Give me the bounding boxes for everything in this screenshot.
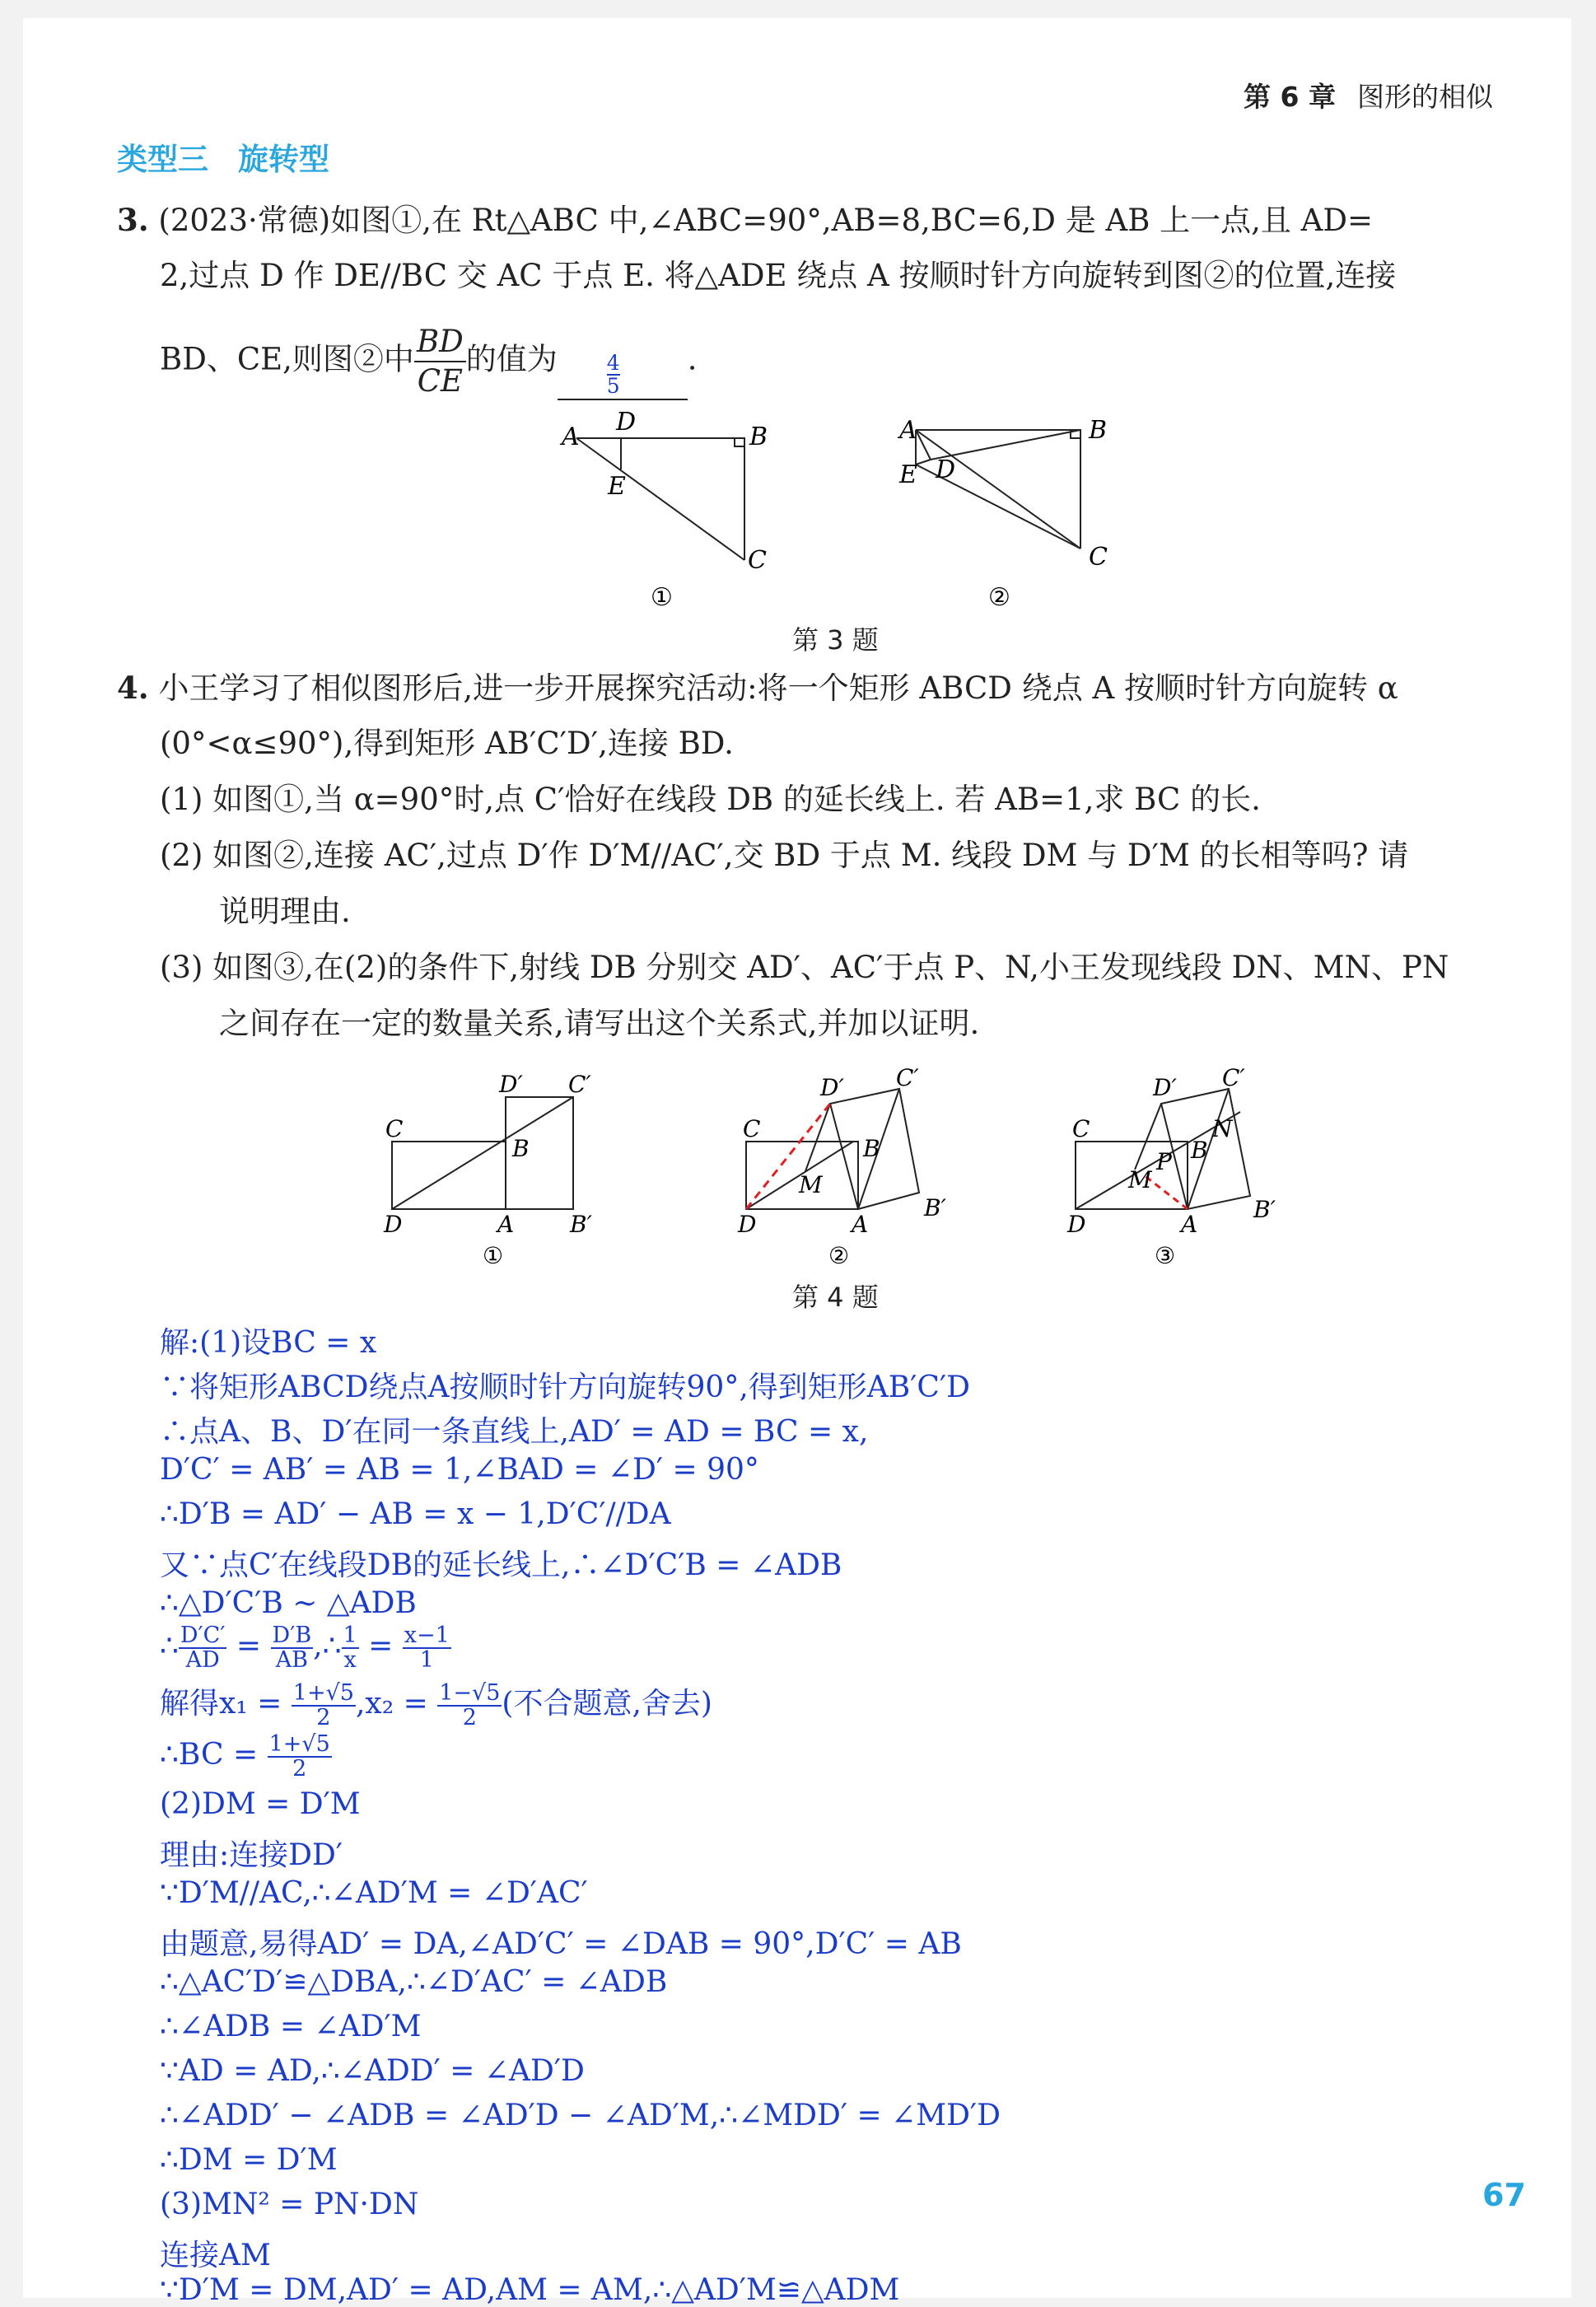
q3-f1-A: A — [562, 423, 580, 451]
sol-l9-f1n: 1+√5 — [292, 1680, 354, 1706]
q4-f3-B1: B′ — [1253, 1196, 1276, 1223]
q3-f1-D: D — [616, 408, 637, 437]
q4-f2-C: C — [743, 1115, 761, 1142]
q4-figures — [362, 1062, 1326, 1277]
sol-l8-eq: = — [226, 1629, 271, 1663]
q3-caption: 第 3 题 — [792, 624, 879, 656]
sol-line-20: (3)MN² = PN·DN — [160, 2188, 419, 2221]
sol-l8-frac1 — [179, 1624, 227, 1672]
q4-part-3b: 之间存在一定的数量关系,请写出这个关系式,并加以证明. — [219, 1006, 980, 1041]
sol-line-10 — [160, 1733, 332, 1781]
sol-l9-f2d: 2 — [462, 1705, 477, 1730]
q4-text-2: (0°<α≤90°),得到矩形 AB′C′D′,连接 BD. — [160, 726, 734, 761]
chapter-title: 图形的相似 — [1356, 81, 1493, 113]
page-number: 67 — [1482, 2177, 1526, 2213]
sol-l10-frac — [268, 1733, 332, 1781]
q4-f3-C: C — [1072, 1115, 1090, 1142]
sol-line-16: ∴∠ADB = ∠AD′M — [160, 2010, 422, 2043]
q4-caption: 第 4 题 — [792, 1282, 879, 1313]
q3-text-4: 的值为 — [465, 341, 558, 377]
q4-f3-N: N — [1212, 1115, 1233, 1142]
q4-f1-B1: B′ — [570, 1211, 592, 1238]
sol-line-15: ∴△AC′D′≌△DBA,∴∠D′AC′ = ∠ADB — [160, 1965, 668, 1999]
q4-part-2b: 说明理由. — [219, 894, 351, 929]
q4-f3-D: D — [1067, 1211, 1086, 1238]
sol-l8-f2d: AB — [275, 1647, 309, 1673]
sol-l8-f3n: 1 — [343, 1623, 357, 1648]
q3-answer — [607, 353, 620, 397]
sol-line-1: 解:(1)设BC = x — [160, 1326, 377, 1360]
q3-fraction — [414, 323, 466, 400]
sol-l8-frac3 — [342, 1624, 359, 1672]
q3-f2-C: C — [1089, 543, 1108, 572]
sol-l8-f4d: 1 — [419, 1647, 434, 1673]
q3-text-end: . — [687, 341, 698, 377]
q4-f1-C: C — [385, 1115, 404, 1142]
sol-line-17: ∵AD = AD,∴∠ADD′ = ∠AD′D — [160, 2054, 585, 2088]
chapter-number: 第 6 章 — [1244, 81, 1336, 113]
sol-l10-fd: 2 — [292, 1756, 307, 1782]
q3-fig1-label: ① — [651, 583, 673, 612]
sol-line-8 — [160, 1624, 451, 1672]
q4-f1-D: D — [384, 1211, 403, 1238]
q4-f3-M: M — [1128, 1166, 1152, 1193]
q4-f3-D1: D′ — [1153, 1074, 1177, 1101]
sol-l10-pre: ∴BC = — [160, 1738, 268, 1772]
sol-l8-f2n: D′B — [272, 1623, 312, 1648]
q3-f1-B: B — [749, 423, 768, 451]
q3-answer-blank — [558, 351, 688, 400]
sol-line-4: D′C′ = AB′ = AB = 1,∠BAD = ∠D′ = 90° — [160, 1453, 759, 1487]
sol-l8-f3d: x — [343, 1647, 357, 1673]
q3-figure-2 — [916, 430, 1080, 549]
sol-l9-frac1 — [292, 1682, 356, 1730]
q4-f2-D1: D′ — [820, 1074, 844, 1101]
sol-line-3: ∴点A、B、D′在同一条直线上,AD′ = AD = BC = x, — [160, 1415, 869, 1449]
sol-l9-post: (不合题意,舍去) — [502, 1687, 712, 1721]
sol-line-19: ∴DM = D′M — [160, 2143, 338, 2177]
q4-f1-B: B — [512, 1135, 530, 1162]
sol-line-13: ∵D′M//AC,∴∠AD′M = ∠D′AC′ — [160, 1876, 588, 1910]
q4-f2-B1: B′ — [924, 1194, 946, 1221]
q3-f1-E: E — [608, 472, 626, 501]
q4-text-1: 小王学习了相似图形后,进一步开展探究活动:将一个矩形 ABCD 绕点 A 按顺时针方向旋转 α — [158, 670, 1398, 706]
q3-figure-1 — [576, 438, 744, 560]
q3-text-3: BD、CE,则图②中 — [160, 341, 414, 377]
q4-figure-1 — [392, 1097, 573, 1209]
q3-fig2-label: ② — [988, 583, 1010, 612]
sol-l8-f1n: D′C′ — [180, 1623, 226, 1648]
sol-l9-f2n: 1−√5 — [439, 1680, 501, 1706]
sol-l10-fn: 1+√5 — [268, 1731, 330, 1757]
section-label: 类型三 — [117, 142, 208, 177]
sol-l9-pre: 解得x₁ = — [160, 1687, 292, 1721]
sol-line-9 — [160, 1680, 712, 1730]
sol-line-5: ∴D′B = AD′ − AB = x − 1,D′C′//DA — [160, 1497, 671, 1531]
chapter-header — [1244, 76, 1493, 114]
q4-f3-C1: C′ — [1222, 1064, 1245, 1091]
q4-f1-C1: C′ — [568, 1071, 591, 1098]
q4-f2-B: B — [863, 1135, 880, 1162]
sol-l8-frac4 — [403, 1624, 451, 1672]
q3-f2-A: A — [899, 416, 917, 445]
q4-f3-A: A — [1181, 1211, 1198, 1238]
q3-frac-num: BD — [414, 323, 466, 362]
sol-line-14: 由题意,易得AD′ = DA,∠AD′C′ = ∠DAB = 90°,D′C′ = AB — [160, 1927, 962, 1961]
q3-frac-den: CE — [417, 363, 464, 399]
sol-l8-frac2 — [271, 1624, 314, 1672]
sol-line-7: ∴△D′C′B ∼ △ADB — [160, 1586, 417, 1620]
section-title — [117, 134, 329, 179]
sol-line-22: ∵D′M = DM,AD′ = AD,AM = AM,∴△AD′M≌△ADM — [160, 2273, 900, 2307]
q4-f2-A: A — [852, 1211, 869, 1238]
sol-l9-mid: ,x₂ = — [355, 1687, 438, 1721]
sol-line-21: 连接AM — [160, 2239, 271, 2272]
q3-f2-E: E — [899, 460, 917, 489]
sol-line-2: ∵将矩形ABCD绕点A按顺时针方向旋转90°,得到矩形AB′C′D — [160, 1371, 970, 1404]
sol-line-6: 又∵点C′在线段DB的延长线上,∴∠D′C′B = ∠ADB — [160, 1548, 842, 1582]
q3-text-1: (2023·常德)如图①,在 Rt△ABC 中,∠ABC=90°,AB=8,BC=6,D 是 AB 上一点,且 AD= — [158, 203, 1374, 238]
q3-f1-C: C — [748, 546, 767, 575]
sol-line-18: ∴∠ADD′ − ∠ADB = ∠AD′D − ∠AD′M,∴∠MDD′ = ∠MD′D — [160, 2099, 1001, 2132]
q3-number: 3. — [117, 202, 149, 238]
q4-figure-2 — [746, 1089, 919, 1209]
sol-l9-f1d: 2 — [316, 1705, 331, 1730]
q4-f3-P: P — [1156, 1148, 1172, 1175]
q4-part-2a: (2) 如图②,连接 AC′,过点 D′作 D′M//AC′,交 BD 于点 M. 线段 DM 与 D′M 的长相等吗? 请 — [160, 838, 1409, 873]
q4-f1-D1: D′ — [499, 1071, 523, 1098]
q4-f3-B: B — [1191, 1137, 1208, 1164]
q3-text-2: 2,过点 D 作 DE//BC 交 AC 于点 E. 将△ADE 绕点 A 按顺时针方向旋转到图②的位置,连接 — [160, 258, 1397, 293]
sol-l8-eq2: = — [358, 1629, 403, 1663]
q4-part-3a: (3) 如图③,在(2)的条件下,射线 DB 分别交 AD′、AC′于点 P、N,小王发现线段 DN、MN、PN — [160, 950, 1449, 985]
q4-f2-M: M — [799, 1171, 823, 1198]
q4-fig2-label: ② — [828, 1242, 850, 1269]
q4-part-1: (1) 如图①,当 α=90°时,点 C′恰好在线段 DB 的延长线上. 若 AB=1,求 BC 的长. — [160, 782, 1261, 817]
q4-number: 4. — [117, 670, 149, 706]
q4-f2-C1: C′ — [896, 1064, 919, 1091]
q3-f2-B: B — [1089, 416, 1108, 445]
q4-f1-A: A — [497, 1211, 515, 1238]
q4-f2-D: D — [738, 1211, 757, 1238]
q3-line1 — [117, 191, 1373, 250]
q3-answer-num: 4 — [606, 351, 620, 375]
q4-line1 — [117, 659, 1398, 717]
q3-answer-den: 5 — [606, 374, 620, 398]
section-name: 旋转型 — [238, 142, 329, 177]
sol-line-12: 理由:连接DD′ — [160, 1838, 343, 1872]
sol-l8-f1d: AD — [185, 1647, 220, 1673]
sol-l8-f4n: x−1 — [404, 1623, 450, 1648]
sol-l8-pre: ∴ — [160, 1629, 179, 1663]
sol-l9-frac2 — [437, 1682, 502, 1730]
q3-f2-D: D — [936, 455, 956, 484]
sol-line-11: (2)DM = D′M — [160, 1787, 361, 1821]
q3-line3 — [160, 323, 698, 400]
sol-l8-mid: ,∴ — [313, 1629, 342, 1663]
q4-fig1-label: ① — [483, 1242, 504, 1269]
q4-fig3-label: ③ — [1155, 1242, 1176, 1269]
